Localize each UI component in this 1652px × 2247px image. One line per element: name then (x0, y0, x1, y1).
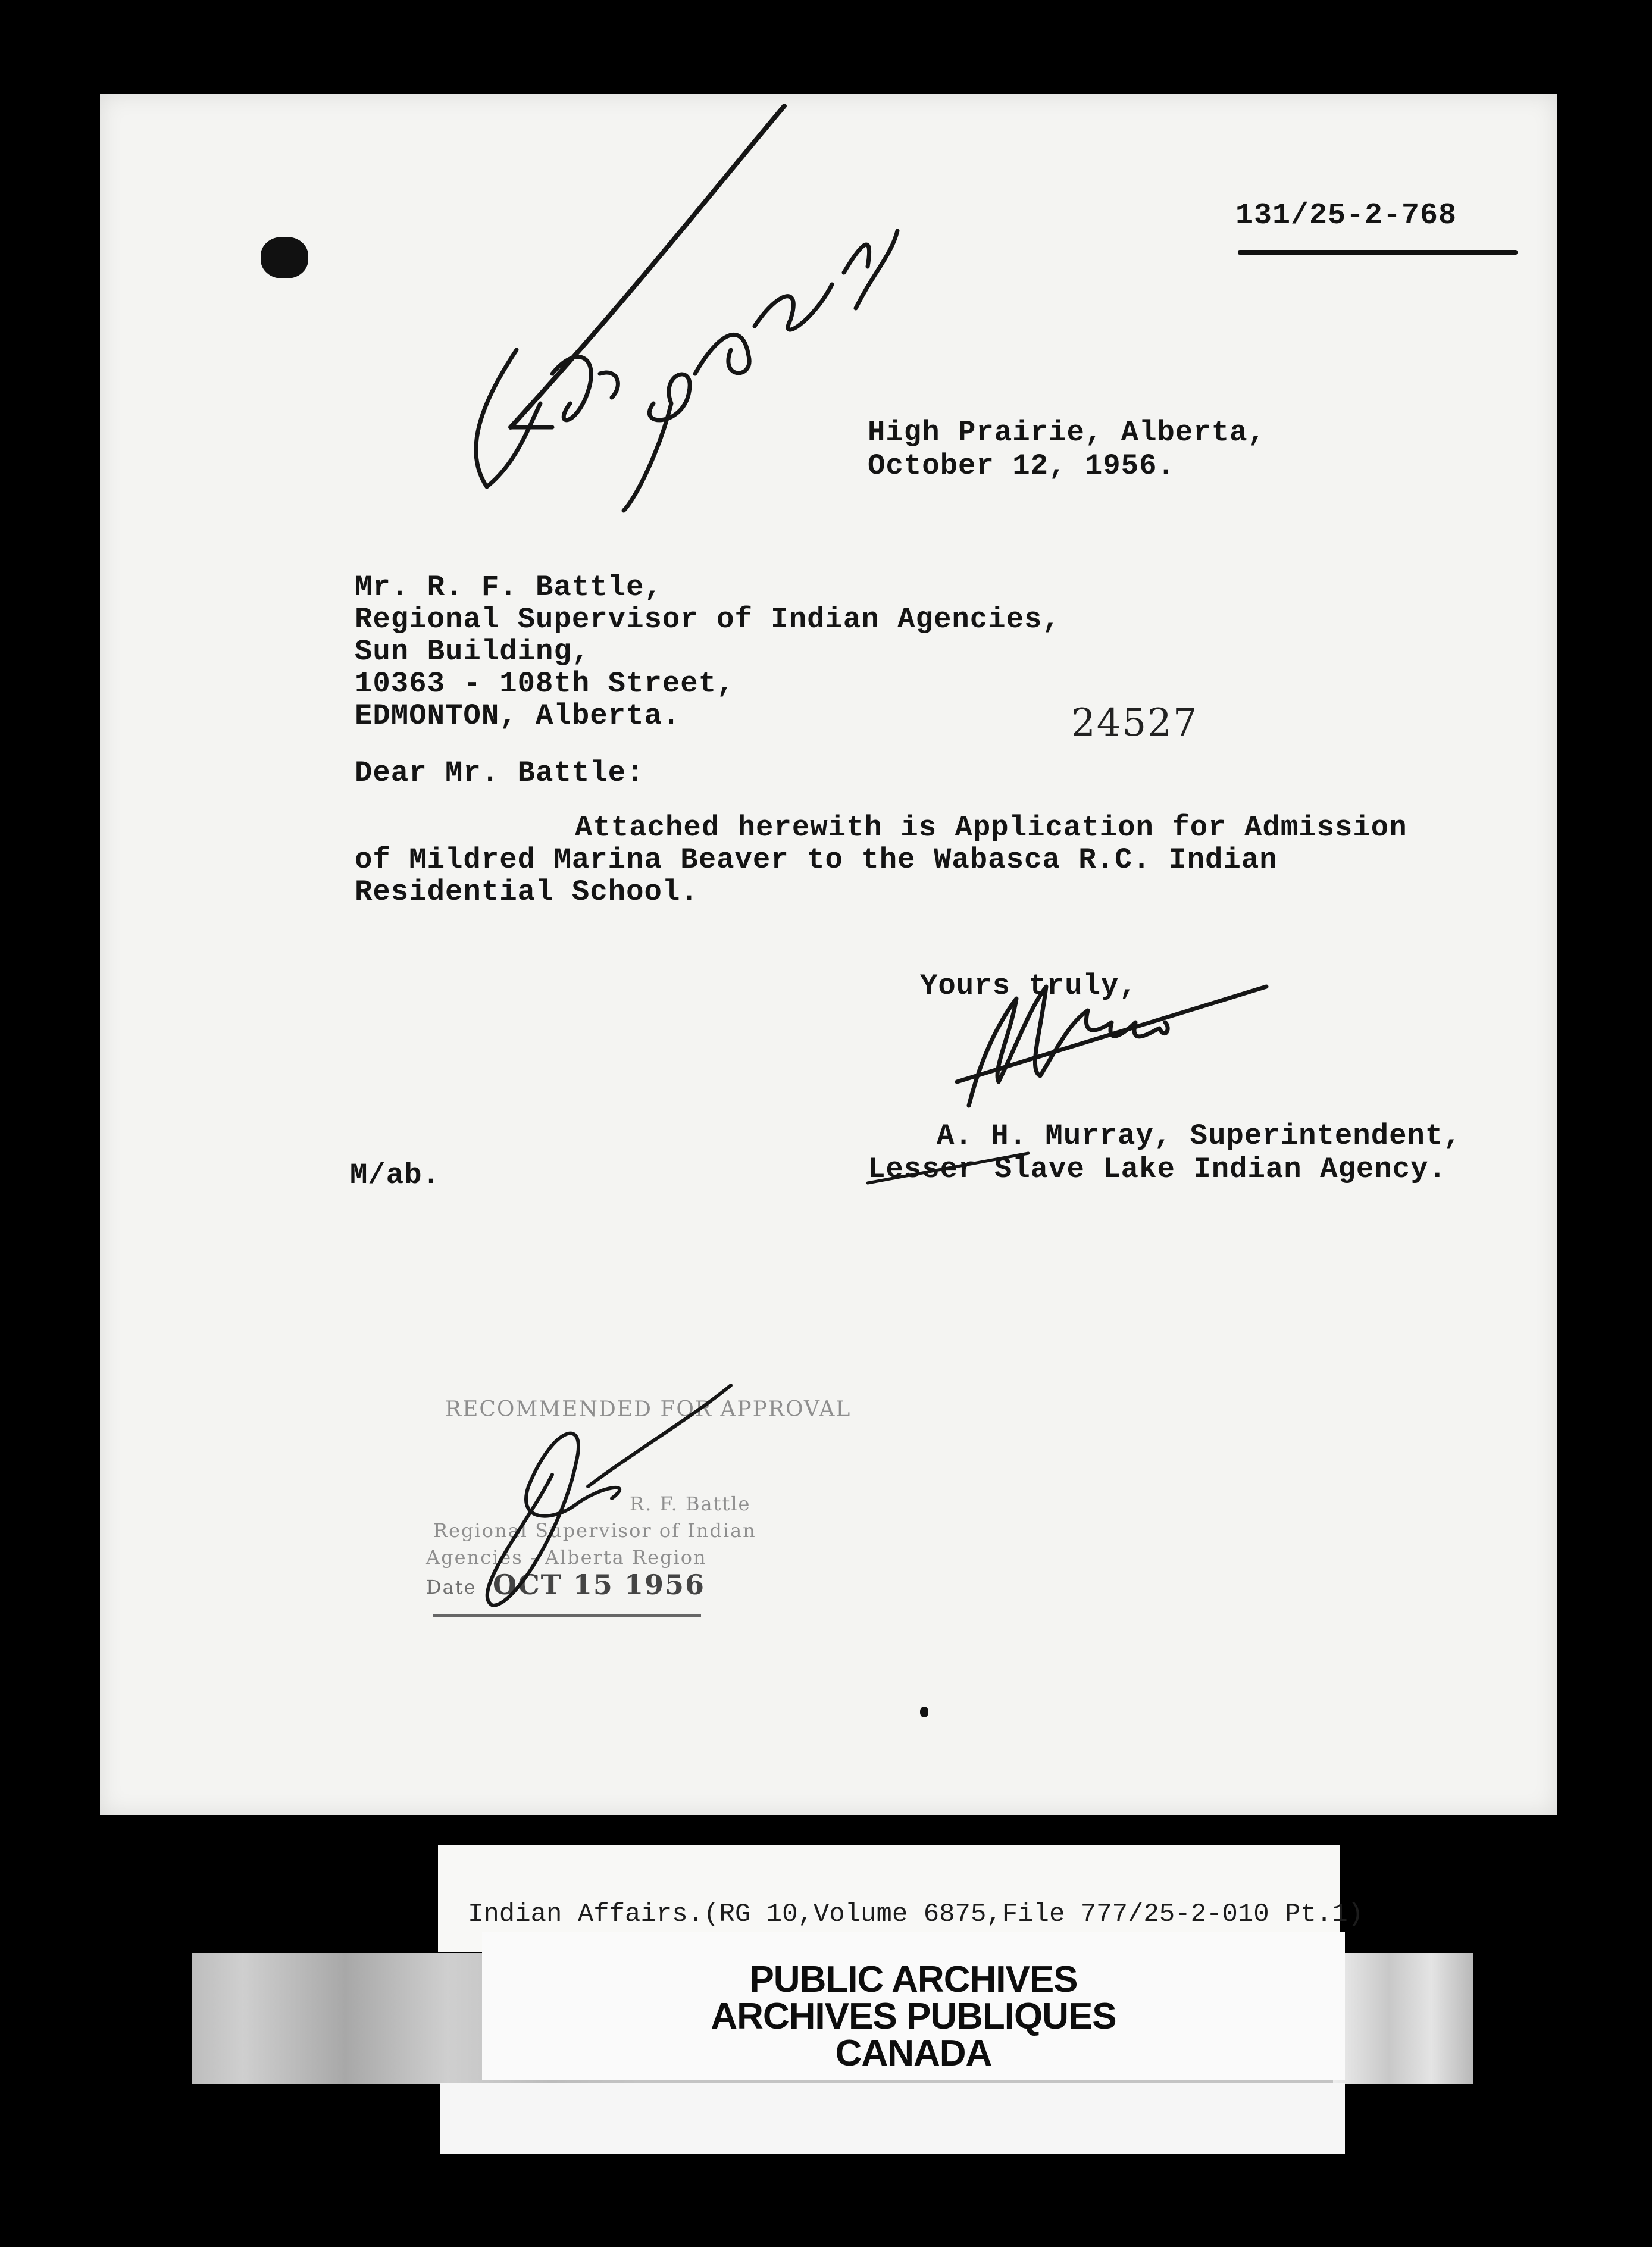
body-line: Attached herewith is Application for Admission (575, 811, 1407, 844)
recipient-line: EDMONTON, Alberta. (355, 699, 681, 733)
marginal-slash (511, 106, 784, 427)
recipient-line: Regional Supervisor of Indian Agencies, (355, 603, 1060, 636)
archive-line-2: ARCHIVES PUBLIQUES (711, 1996, 1116, 2037)
handwriting-layer (100, 94, 1557, 1815)
archive-line-1: PUBLIC ARCHIVES (749, 1959, 1078, 2000)
closing: Yours truly, (920, 969, 1137, 1003)
approval-stamp-title: Regional Supervisor of Indian (433, 1519, 756, 1542)
registry-number: 24527 (1071, 701, 1199, 745)
approval-stamp-underline (433, 1614, 701, 1617)
archive-source: Indian Affairs.(RG 10,Volume 6875,File 777/25-2-010 Pt.1) (468, 1899, 1364, 1929)
approval-stamp-region: Agencies - Alberta Region (426, 1546, 707, 1569)
approval-stamp-date: OCT 15 1956 (493, 1569, 705, 1601)
signer-agency: Lesser Slave Lake Indian Agency. (868, 1153, 1447, 1186)
ink-speck (920, 1707, 928, 1717)
letter-place: High Prairie, Alberta, (868, 416, 1266, 449)
archive-line-3: CANADA (835, 2033, 992, 2074)
file-reference-underline (1238, 250, 1518, 255)
ink-smudge (261, 237, 308, 278)
approval-stamp-heading: RECOMMENDED FOR APPROVAL (445, 1397, 852, 1422)
murray-signature (957, 987, 1266, 1106)
typist-initials: M/ab. (350, 1159, 441, 1192)
archive-label-bottom (440, 2083, 1345, 2154)
recipient-line: Sun Building, (355, 635, 590, 668)
archive-mount-strip-right (1333, 1953, 1473, 2084)
approval-stamp-date-label: Date (426, 1576, 477, 1598)
approval-stamp-name: R. F. Battle (630, 1492, 751, 1515)
recipient-line: 10363 - 108th Street, (355, 667, 735, 700)
letter-date: October 12, 1956. (868, 449, 1175, 483)
archive-stamp-label (482, 1932, 1345, 2080)
marginal-scrawl (476, 231, 897, 511)
salutation: Dear Mr. Battle: (355, 756, 644, 790)
body-line: of Mildred Marina Beaver to the Wabasca R.C. Indian (355, 843, 1278, 877)
letter-page (100, 94, 1557, 1815)
recipient-line: Mr. R. F. Battle, (355, 571, 662, 604)
body-line: Residential School. (355, 875, 699, 909)
file-reference: 131/25-2-768 (1235, 199, 1457, 233)
signer-name: A. H. Murray, Superintendent, (937, 1119, 1462, 1153)
